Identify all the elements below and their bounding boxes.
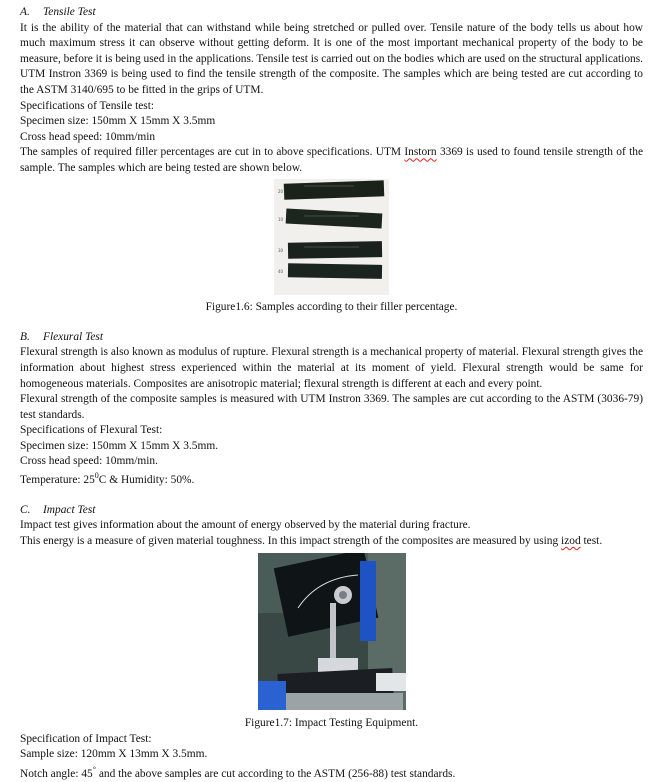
- figure-samples: [20, 177, 643, 301]
- section-heading-tensile: [20, 5, 643, 21]
- samples-photo: [274, 179, 389, 295]
- impact-paragraph-2: This energy is a measure of given material toughness. In this impact strength of the composites are measured by using izod test.: [20, 534, 603, 547]
- flexural-specimen-size: Specimen size: 150mm X 15mm X 3.5mm.: [20, 439, 219, 452]
- figure-caption-1-6: Figure1.6: Samples according to their filler percentage.: [205, 301, 458, 314]
- section-heading-impact: [20, 503, 643, 519]
- flexural-paragraph: Flexural strength is also known as modulus of rupture. Flexural strength is a mechanical property of material. Flexural strength gives the information about highest stress experienced within the material at its moment of yield. Flexural strength would be same for homogeneous materials. Composites are anisotropic material; flexural strength is different at each and every point.: [20, 346, 643, 390]
- figure-caption-1-7: Figure1.7: Impact Testing Equipment.: [244, 717, 419, 730]
- section-heading-flexural: [20, 330, 643, 346]
- section-title: Flexural Test: [43, 330, 104, 343]
- section-letter: A.: [20, 6, 30, 18]
- sample-strip: [288, 241, 382, 259]
- figure-impact-equipment: [20, 549, 643, 716]
- tensile-crosshead-speed: Cross head speed: 10mm/min: [20, 130, 156, 143]
- flexural-crosshead-speed: Cross head speed: 10mm/min.: [20, 455, 158, 468]
- section-title: Impact Test: [43, 503, 96, 516]
- section-letter: C.: [20, 503, 31, 516]
- impact-equipment-photo: [258, 553, 406, 710]
- sample-label: 20: [278, 188, 284, 194]
- tensile-specimen-size: Specimen size: 150mm X 15mm X 3.5mm: [20, 115, 216, 128]
- spelling-flag: Instorn: [404, 146, 437, 159]
- sample-label: 30: [278, 247, 284, 253]
- section-title: Tensile Test: [43, 6, 96, 18]
- tensile-paragraph-2: The samples of required filler percentages are cut in to above specifications. UTM Instorn 3369 is used to found tensile strength of the sample. The samples which are being tested are shown below.: [20, 146, 644, 174]
- document-page: [20, 5, 643, 782]
- flexural-paragraph-2: Flexural strength of the composite samples is measured with UTM Instron 3369. The samples are cut according to the ASTM (3036-79) test standards.: [20, 393, 643, 421]
- tensile-spec-title: Specifications of Tensile test:: [20, 99, 155, 112]
- impact-sample-size: Sample size: 120mm X 13mm X 3.5mm.: [20, 748, 208, 761]
- machine-frame: [360, 561, 376, 641]
- sample-strip: [288, 263, 382, 279]
- spelling-flag: izod: [561, 534, 581, 547]
- impact-spec-title: Specification of Impact Test:: [20, 732, 152, 745]
- impact-notch-angle: Notch angle: 45° and the above samples are cut according to the ASTM (256-88) test standards.: [20, 764, 456, 780]
- sample-label: 40: [278, 268, 284, 274]
- section-letter: B.: [20, 330, 30, 343]
- impact-paragraph: Impact test gives information about the amount of energy observed by the material during fracture.: [20, 519, 471, 532]
- flexural-conditions: Temperature: $25^0C$ & Humidity: 50%.: [20, 471, 195, 487]
- tensile-paragraph: It is the ability of the material that can withstand while being stretched or pulled over. Tensile nature of the body tells us about how much maximum stress it can observe without getting deform. It is one of the most important mechanical property of the body to be measure, before it is being used in the applications. Tensile test is carried out on the bodies which are used on the structural applications. UTM Instron 3369 is being used to find the tensile strength of the composite. The samples which are being tested are cut according to the ASTM 3140/695 to be fitted in the grips of UTM.: [20, 21, 643, 96]
- flexural-spec-title: Specifications of Flexural Test:: [20, 424, 163, 437]
- sample-label: 10: [278, 216, 284, 222]
